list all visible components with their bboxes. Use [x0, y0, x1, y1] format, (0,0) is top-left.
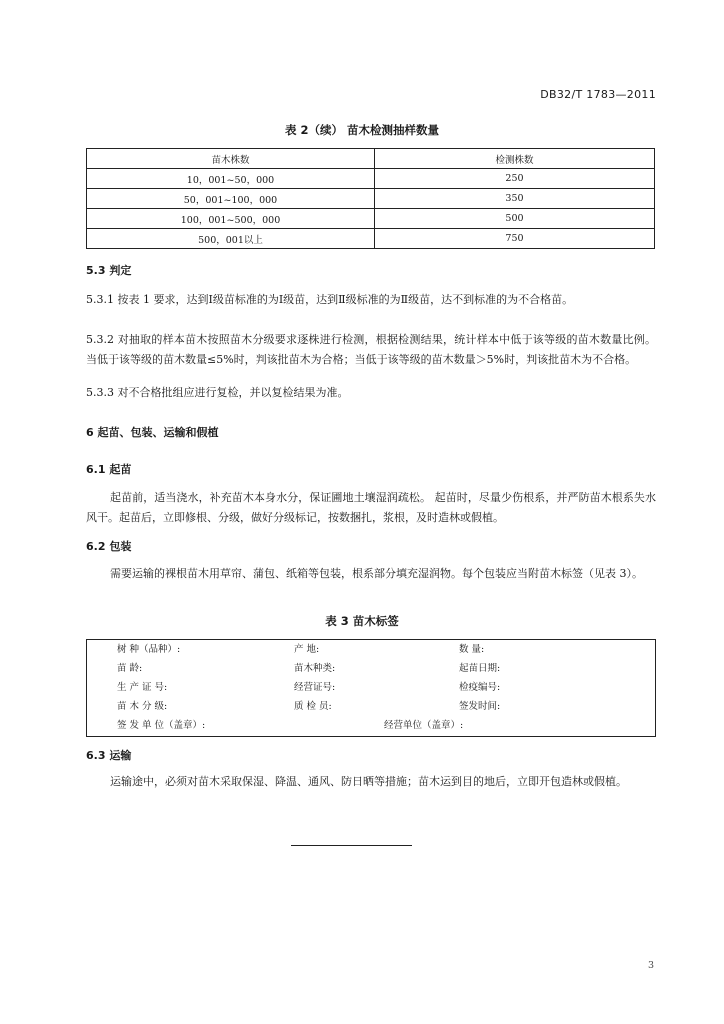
table-row: [87, 189, 655, 209]
section-heading-6-3: 6.3 运输: [86, 749, 132, 762]
label-field: 质 检 员:: [294, 701, 332, 712]
label-field: 检疫编号:: [459, 682, 501, 693]
table-cell: 250: [375, 169, 655, 189]
label-field: 苗 龄:: [117, 663, 143, 674]
sampling-table: [86, 148, 655, 249]
section-heading-6-1: 6.1 起苗: [86, 463, 132, 476]
label-field: 签 发 单 位（盖章）:: [117, 720, 206, 731]
label-row: [87, 716, 655, 735]
label-field: 树 种（品种）:: [117, 644, 181, 655]
paragraph-5-3-2: 5.3.2 对抽取的样本苗木按照苗木分级要求逐株进行检测，根据检测结果，统计样本中低于该等级的苗木数量比例。当低于该等级的苗木数量≤5%时，判该批苗木为合格；当低于该等级的苗木数量＞5%时，判该批苗木为不合格。: [86, 333, 656, 366]
section-heading-6: 6 起苗、包装、运输和假植: [86, 426, 219, 439]
label-row: [87, 697, 655, 716]
label-field: 苗木种类:: [294, 663, 336, 674]
seedling-label-table: [86, 639, 656, 737]
standard-code: DB32/T 1783—2011: [540, 88, 656, 101]
end-rule: [291, 845, 412, 846]
label-field: 产 地:: [294, 644, 320, 655]
label-field: 经营单位（盖章）:: [384, 720, 464, 731]
page-number: 3: [647, 960, 654, 971]
table-cell: 10，001~50，000: [87, 169, 375, 189]
paragraph-5-3-1: 5.3.1 按表 1 要求，达到Ⅰ级苗标准的为Ⅰ级苗，达到Ⅱ级标准的为Ⅱ级苗，达不到标准的为不合格苗。: [86, 293, 574, 306]
table-cell: 50，001~100，000: [87, 189, 375, 209]
label-field: 生 产 证 号:: [117, 682, 168, 693]
table-cell: 500: [375, 209, 655, 229]
table-row: [87, 169, 655, 189]
section-heading-5-3: 5.3 判定: [86, 264, 132, 277]
paragraph-6-3: 运输途中，必须对苗木采取保湿、降温、通风、防日晒等措施；苗木运到目的地后，立即开包造林或假植。: [110, 775, 627, 788]
label-field: 起苗日期:: [459, 663, 501, 674]
table-row: [87, 229, 655, 249]
table-cell: 500，001以上: [87, 229, 375, 249]
table-cell: 350: [375, 189, 655, 209]
label-row: [87, 640, 655, 659]
paragraph-6-2: 需要运输的裸根苗木用草帘、蒲包、纸箱等包装，根系部分填充湿润物。每个包装应当附苗木标签（见表 3）。: [110, 567, 643, 580]
table-cell: 750: [375, 229, 655, 249]
table3-caption: 表 3 苗木标签: [325, 614, 399, 628]
label-field: 签发时间:: [459, 701, 501, 712]
label-row: [87, 659, 655, 678]
label-field: 苗 木 分 级:: [117, 701, 168, 712]
paragraph-5-3-3: 5.3.3 对不合格批组应进行复检，并以复检结果为准。: [86, 386, 349, 399]
section-heading-6-2: 6.2 包装: [86, 540, 132, 553]
table-header-cell: 苗木株数: [87, 149, 375, 169]
paragraph-6-1: 起苗前，适当浇水，补充苗木本身水分，保证圃地土壤湿润疏松。 起苗时，尽量少伤根系，并严防苗木根系失水风干。起苗后，立即修根、分级，做好分级标记，按数捆扎，浆根，及时造林或假植。: [86, 491, 656, 524]
table-header-cell: 检测株数: [375, 149, 655, 169]
label-field: 数 量:: [459, 644, 485, 655]
table-header-row: [87, 149, 655, 169]
table-row: [87, 209, 655, 229]
table-cell: 100，001~500，000: [87, 209, 375, 229]
label-field: 经营证号:: [294, 682, 336, 693]
table2-caption: 表 2（续） 苗木检测抽样数量: [284, 123, 439, 137]
label-row: [87, 678, 655, 697]
